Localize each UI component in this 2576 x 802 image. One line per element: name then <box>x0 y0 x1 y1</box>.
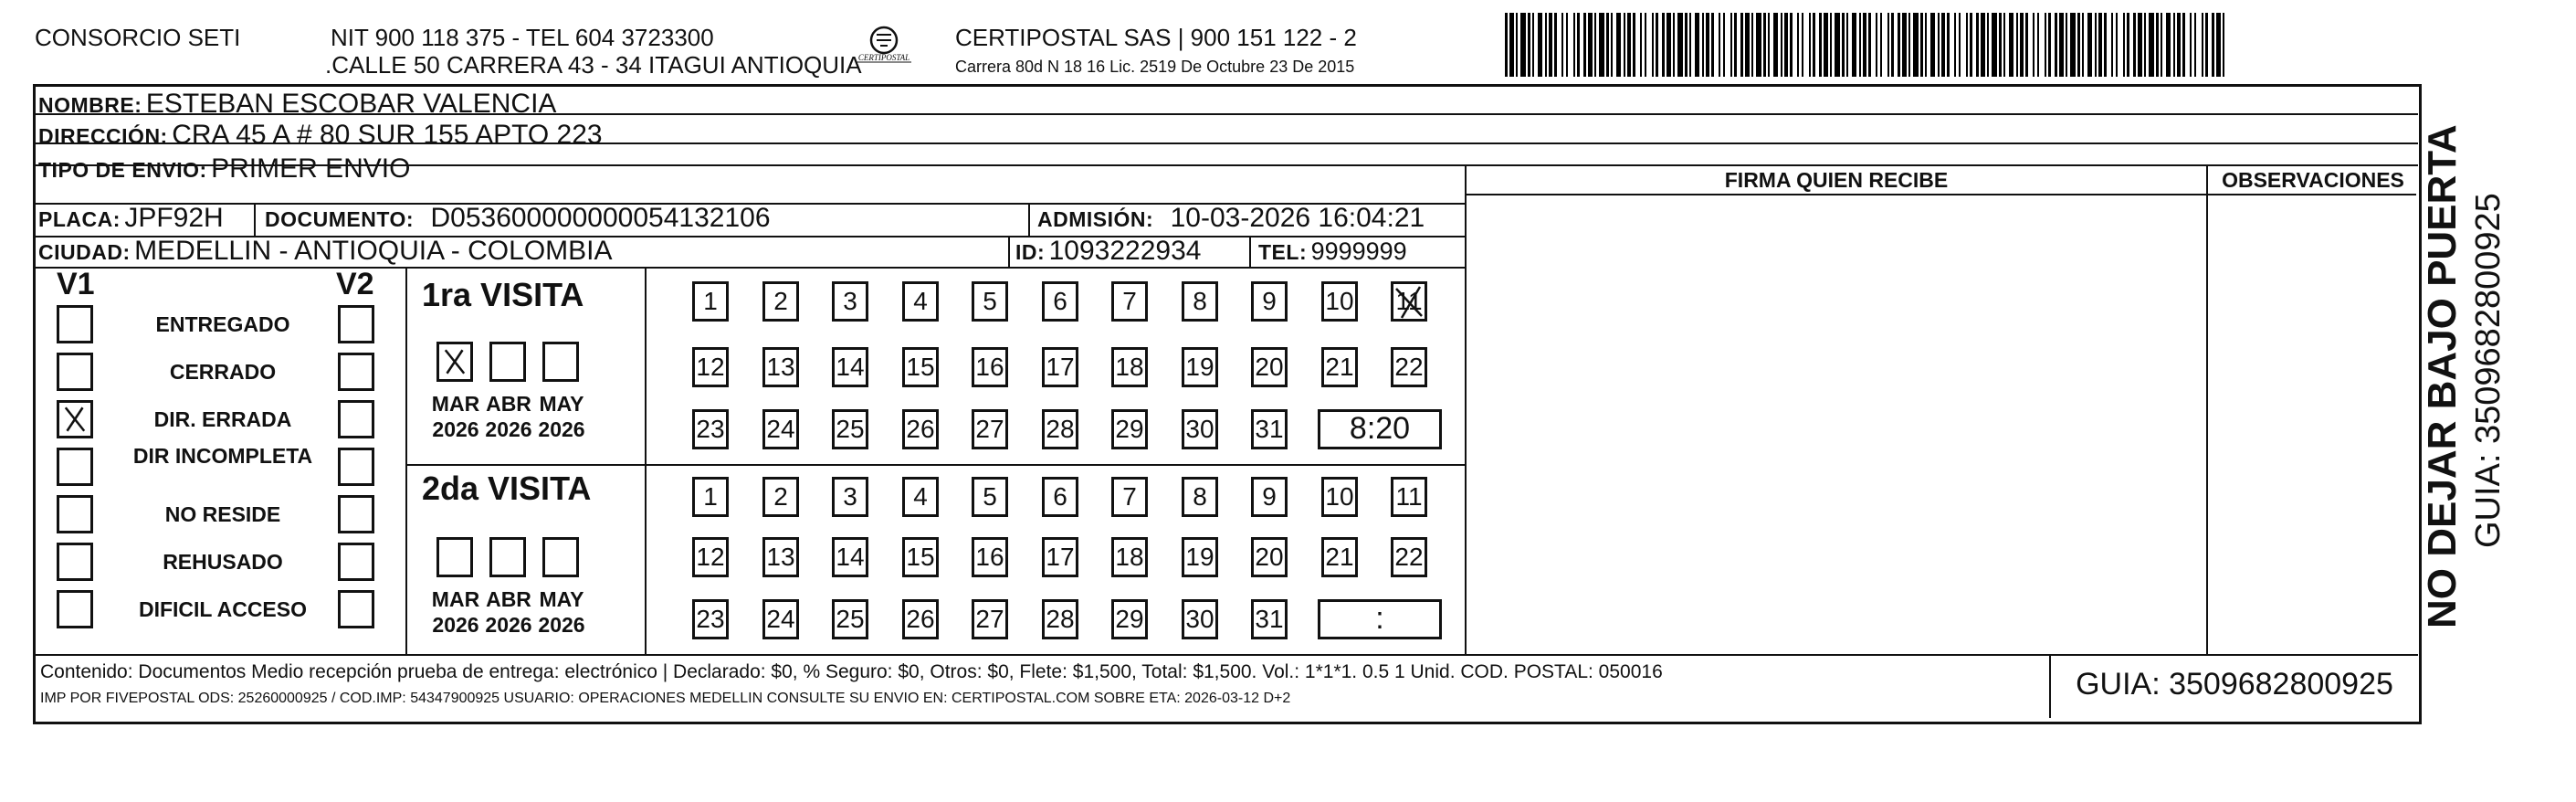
barcode-bar <box>2116 13 2118 77</box>
barcode-bar <box>1768 13 1770 77</box>
barcode-bar <box>1509 13 1514 77</box>
v1-checkbox[interactable] <box>57 353 93 391</box>
day-box[interactable]: 23 <box>692 409 729 449</box>
day-box[interactable]: 16 <box>972 347 1008 387</box>
certipostal-line: CERTIPOSTAL SAS | 900 151 122 - 2 <box>955 24 1357 51</box>
tipo-row <box>38 153 410 189</box>
month-checkbox[interactable] <box>542 537 579 577</box>
barcode-bar <box>1999 13 2002 77</box>
day-box[interactable]: 1 <box>692 477 729 517</box>
barcode-bar <box>1842 13 1845 77</box>
day-box[interactable]: 24 <box>762 409 799 449</box>
barcode-bar <box>1730 13 1732 77</box>
tel-value: 9999999 <box>1310 237 1407 265</box>
barcode-bar <box>1689 13 1691 77</box>
day-box[interactable]: 4 <box>902 477 939 517</box>
barcode-bar <box>1976 13 1979 77</box>
certipostal-license: Carrera 80d N 18 16 Lic. 2519 De Octubre 23 De 2015 <box>955 58 1355 76</box>
first-visit-title: 1ra VISITA <box>422 276 584 313</box>
documento-row <box>265 203 771 238</box>
v2-checkbox[interactable] <box>338 305 374 343</box>
company-name: CONSORCIO SETI <box>35 24 241 51</box>
year-label: 2026 <box>485 613 532 637</box>
year-label: 2026 <box>485 417 532 441</box>
barcode-bar <box>1938 13 1940 77</box>
day-box[interactable]: 3 <box>832 477 868 517</box>
barcode-bar <box>2216 13 2221 77</box>
barcode-bar <box>1656 13 1658 77</box>
barcode-bar <box>1611 13 1613 77</box>
day-box[interactable]: 7 <box>1111 281 1148 322</box>
barcode-bar <box>1652 13 1654 77</box>
barcode-bar <box>1702 13 1704 77</box>
status-label: NO RESIDE <box>164 502 281 526</box>
address-line: .CALLE 50 CARRERA 43 - 34 ITAGUI ANTIOQUIA <box>325 51 862 79</box>
barcode-bar <box>1920 13 1923 77</box>
barcode-bar <box>1925 13 1927 77</box>
day-box[interactable]: 11 <box>1391 281 1427 322</box>
logo-text: CERTIPOSTAL <box>857 53 910 62</box>
barcode-bar <box>2048 13 2051 77</box>
placa-label: PLACA: <box>38 207 121 231</box>
year-label: 2026 <box>432 417 479 441</box>
id-value: 1093222934 <box>1048 236 1202 266</box>
v1-checkbox[interactable] <box>57 495 93 533</box>
barcode-bar <box>2133 13 2136 77</box>
barcode-bar <box>2059 13 2064 77</box>
barcode-bar <box>2177 13 2181 77</box>
month-checkbox[interactable] <box>436 342 473 382</box>
barcode-bar <box>1852 13 1856 77</box>
day-box[interactable]: 25 <box>832 599 868 639</box>
day-box[interactable]: 23 <box>692 599 729 639</box>
day-box[interactable]: 17 <box>1042 537 1078 577</box>
footer-imp: IMP POR FIVEPOSTAL ODS: 25260000925 / COD.IMP: 54347900925 USUARIO: OPERACIONES MEDELLIN CONSULTE SU ENVIO EN: CERTIPOSTAL.COM SOBRE ETA: 2026-03-12 D+2 <box>40 691 1291 706</box>
day-box[interactable]: 19 <box>1182 347 1218 387</box>
barcode-bar <box>1561 13 1563 77</box>
v1-checkbox[interactable] <box>57 590 93 628</box>
barcode-bar <box>2009 13 2013 77</box>
barcode-bar <box>1516 13 1518 77</box>
barcode-bar <box>1868 13 1871 77</box>
barcode-bar <box>1908 13 1910 77</box>
day-box[interactable]: 28 <box>1042 409 1078 449</box>
barcode-bar <box>2166 13 2171 77</box>
barcode-bar <box>1981 13 1985 77</box>
side-guia: GUIA: 3509682800925 <box>2469 193 2508 548</box>
day-box[interactable]: 17 <box>1042 347 1078 387</box>
barcode-bar <box>1902 13 1907 77</box>
barcode-bar <box>2082 13 2084 77</box>
barcode-bar <box>1763 13 1766 77</box>
barcode-bar <box>1941 13 1945 77</box>
direccion-row <box>38 120 603 155</box>
v1-checkbox[interactable] <box>57 305 93 343</box>
barcode-bar <box>1719 13 1720 77</box>
day-box[interactable]: 21 <box>1321 537 1358 577</box>
nombre-label: NOMBRE: <box>38 93 142 117</box>
day-box[interactable]: 4 <box>902 281 939 322</box>
v2-header: V2 <box>336 267 374 301</box>
barcode-bar <box>1662 13 1665 77</box>
status-label: CERRADO <box>169 360 277 384</box>
month-year-label <box>530 586 594 638</box>
barcode-bar <box>1790 13 1793 77</box>
day-box[interactable]: 2 <box>762 477 799 517</box>
nit-line: NIT 900 118 375 - TEL 604 3723300 <box>331 24 714 51</box>
barcode-bar <box>2138 13 2142 77</box>
barcode-bar <box>1809 13 1811 77</box>
direccion-label: DIRECCIÓN: <box>38 124 168 148</box>
barcode-bar <box>2045 13 2046 77</box>
barcode-bar <box>1740 13 1743 77</box>
observaciones-header: OBSERVACIONES <box>2222 168 2404 192</box>
barcode-bar <box>2144 13 2146 77</box>
second-visit-title: 2da VISITA <box>422 470 592 507</box>
barcode-bar <box>1880 13 1882 77</box>
barcode-bar <box>2003 13 2005 77</box>
tel-label: TEL: <box>1258 240 1308 264</box>
barcode-bar <box>2194 13 2196 77</box>
barcode-bar <box>2202 13 2203 77</box>
barcode-bar <box>1573 13 1575 77</box>
barcode-bar <box>1913 13 1919 77</box>
month-label: MAY <box>539 587 584 611</box>
day-box[interactable]: 18 <box>1111 347 1148 387</box>
day-box[interactable]: 6 <box>1042 281 1078 322</box>
id-label: ID: <box>1015 240 1046 264</box>
barcode-bar <box>1797 13 1799 77</box>
barcode-bar <box>1667 13 1671 77</box>
time-box[interactable]: 8:20 <box>1318 409 1442 449</box>
barcode-bar <box>1781 13 1782 77</box>
day-box[interactable]: 22 <box>1391 537 1427 577</box>
barcode-bar <box>2161 13 2162 77</box>
day-box[interactable]: 12 <box>692 537 729 577</box>
status-label: DIFICIL ACCESO <box>138 597 307 621</box>
nombre-value: ESTEBAN ESCOBAR VALENCIA <box>145 89 557 119</box>
documento-value: D053600000000054132106 <box>430 203 771 233</box>
barcode-bar <box>1887 13 1889 77</box>
day-box[interactable]: 20 <box>1251 537 1288 577</box>
direccion-value: CRA 45 A # 80 SUR 155 APTO 223 <box>172 120 603 150</box>
barcode-bar <box>2205 13 2208 77</box>
day-box[interactable]: 28 <box>1042 599 1078 639</box>
barcode-bar <box>1773 13 1778 77</box>
v1-checkbox[interactable] <box>57 543 93 581</box>
barcode-bar <box>2087 13 2092 77</box>
barcode-bar <box>1583 13 1586 77</box>
day-box[interactable]: 26 <box>902 409 939 449</box>
year-label: 2026 <box>538 613 585 637</box>
barcode-bar <box>1520 13 1526 77</box>
day-box[interactable]: 1 <box>692 281 729 322</box>
documento-label: DOCUMENTO: <box>265 207 415 231</box>
barcode-bar <box>1640 13 1642 77</box>
barcode-bar <box>1876 13 1877 77</box>
day-box[interactable]: 29 <box>1111 409 1148 449</box>
day-box[interactable]: 8 <box>1182 477 1218 517</box>
status-label: DIR INCOMPLETA <box>132 444 313 468</box>
barcode-bar <box>1645 13 1646 77</box>
ciudad-row <box>38 236 613 271</box>
v1-header: V1 <box>57 267 95 301</box>
month-checkbox[interactable] <box>436 537 473 577</box>
barcode-bar <box>1987 13 1989 77</box>
barcode-bar <box>1970 13 1972 77</box>
barcode-bar <box>1695 13 1699 77</box>
barcode-bar <box>1745 13 1750 77</box>
barcode-bar <box>2037 13 2039 77</box>
barcode-bar <box>1566 13 1568 77</box>
barcode-bar <box>1802 13 1803 77</box>
barcode-bar <box>2098 13 2102 77</box>
barcode-bar <box>2190 13 2192 77</box>
ciudad-label: CIUDAD: <box>38 240 131 264</box>
barcode-bar <box>1784 13 1788 77</box>
day-box[interactable]: 30 <box>1182 409 1218 449</box>
barcode-bar <box>2123 13 2125 77</box>
barcode-bar <box>1959 13 1961 77</box>
firma-header: FIRMA QUIEN RECIBE <box>1724 168 1949 192</box>
barcode-bar <box>1549 13 1552 77</box>
barcode-bar <box>1824 13 1828 77</box>
barcode-bar <box>1554 13 1557 77</box>
day-box[interactable]: 11 <box>1391 477 1427 517</box>
barcode-bar <box>2016 13 2018 77</box>
v2-checkbox[interactable] <box>338 495 374 533</box>
barcode-bar <box>1898 13 1900 77</box>
barcode-bar <box>1992 13 1997 77</box>
day-box[interactable]: 10 <box>1321 281 1358 322</box>
v2-checkbox[interactable] <box>338 353 374 391</box>
day-box[interactable]: 7 <box>1111 477 1148 517</box>
month-checkbox[interactable] <box>542 342 579 382</box>
barcode-bar <box>2033 13 2035 77</box>
day-box[interactable]: 14 <box>832 537 868 577</box>
day-box[interactable]: 29 <box>1111 599 1148 639</box>
day-box[interactable]: 10 <box>1321 477 1358 517</box>
barcode-bar <box>1846 13 1848 77</box>
day-box[interactable]: 31 <box>1251 599 1288 639</box>
barcode-bar <box>1577 13 1580 77</box>
day-box[interactable]: 24 <box>762 599 799 639</box>
barcode-bar <box>1673 13 1675 77</box>
barcode-bar <box>1723 13 1725 77</box>
barcode-bar <box>1966 13 1968 77</box>
tipo-value: PRIMER ENVIO <box>211 153 411 184</box>
barcode-bar <box>1863 13 1866 77</box>
day-box[interactable]: 5 <box>972 281 1008 322</box>
time-box[interactable]: : <box>1318 599 1442 639</box>
month-checkbox[interactable] <box>489 342 526 382</box>
month-label: ABR <box>486 587 531 611</box>
barcode-bar <box>1954 13 1956 77</box>
day-box[interactable]: 27 <box>972 599 1008 639</box>
barcode-bar <box>1599 13 1604 77</box>
day-box[interactable]: 18 <box>1111 537 1148 577</box>
barcode-bar <box>1830 13 1832 77</box>
barcode-bar <box>2156 13 2159 77</box>
barcode-bar <box>1616 13 1621 77</box>
day-box[interactable]: 16 <box>972 537 1008 577</box>
status-label: ENTREGADO <box>155 312 290 336</box>
month-label: MAR <box>431 587 480 611</box>
barcode-bar <box>1606 13 1609 77</box>
barcode-bar <box>2223 13 2224 77</box>
footer-contenido: Contenido: Documentos Medio recepción prueba de entrega: electrónico | Declarado: $0, % Seguro: $0, Otros: $0, Flete: $1,500, Total: $1,500. Vol.: 1*1*1. 0.5 1 Unid. COD. POSTAL: 050016 <box>40 661 1663 682</box>
barcode-bar <box>1819 13 1822 77</box>
day-box[interactable]: 3 <box>832 281 868 322</box>
barcode-bar <box>1545 13 1547 77</box>
v2-checkbox[interactable] <box>338 448 374 486</box>
year-label: 2026 <box>432 613 479 637</box>
barcode-bar <box>1835 13 1840 77</box>
barcode-bar <box>1947 13 1950 77</box>
day-box[interactable]: 27 <box>972 409 1008 449</box>
barcode-bar <box>1751 13 1753 77</box>
month-label: ABR <box>486 392 531 416</box>
day-box[interactable]: 9 <box>1251 477 1288 517</box>
barcode-bar <box>1677 13 1683 77</box>
barcode-bar <box>1624 13 1625 77</box>
admision-row <box>1037 203 1425 238</box>
day-box[interactable]: 30 <box>1182 599 1218 639</box>
tel-row <box>1258 236 1407 271</box>
placa-row <box>38 203 224 238</box>
year-label: 2026 <box>538 417 585 441</box>
barcode-bar <box>1734 13 1737 77</box>
day-box[interactable]: 21 <box>1321 347 1358 387</box>
v1-checkbox[interactable] <box>57 448 93 486</box>
barcode-bar <box>1813 13 1815 77</box>
day-box[interactable]: 8 <box>1182 281 1218 322</box>
footer-guia: GUIA: 3509682800925 <box>2076 667 2393 702</box>
status-label: REHUSADO <box>163 550 283 574</box>
day-box[interactable]: 22 <box>1391 347 1427 387</box>
barcode-bar <box>2077 13 2080 77</box>
admision-value: 10-03-2026 16:04:21 <box>1170 203 1425 233</box>
month-label: MAR <box>431 392 480 416</box>
ciudad-value: MEDELLIN - ANTIOQUIA - COLOMBIA <box>134 236 613 266</box>
barcode-bar <box>1588 13 1593 77</box>
barcode-bar <box>1505 13 1508 77</box>
day-box[interactable]: 6 <box>1042 477 1078 517</box>
barcode-bar <box>2111 13 2113 77</box>
barcode-bar <box>1538 13 1542 77</box>
barcode-bar <box>2070 13 2076 77</box>
barcode-bar <box>1930 13 1935 77</box>
v2-checkbox[interactable] <box>338 400 374 438</box>
day-box[interactable]: 15 <box>902 347 939 387</box>
barcode-bar <box>2149 13 2154 77</box>
barcode-bar <box>1756 13 1761 77</box>
day-box[interactable]: 13 <box>762 347 799 387</box>
barcode-bar <box>1891 13 1894 77</box>
barcode-bar <box>1711 13 1714 77</box>
barcode-bar <box>1532 13 1534 77</box>
day-box[interactable]: 5 <box>972 477 1008 517</box>
barcode-bar <box>2055 13 2057 77</box>
no-dejar-bajo-puerta: NO DEJAR BAJO PUERTA <box>2420 124 2465 628</box>
barcode-bar <box>2025 13 2028 77</box>
tipo-label: TIPO DE ENVIO: <box>38 158 207 182</box>
month-checkbox[interactable] <box>489 537 526 577</box>
status-label: DIR. ERRADA <box>153 407 292 431</box>
certipostal-logo <box>855 22 913 73</box>
barcode-bar <box>1859 13 1861 77</box>
barcode-bar <box>2104 13 2107 77</box>
barcode-bar <box>1627 13 1631 77</box>
day-box[interactable]: 14 <box>832 347 868 387</box>
barcode <box>1505 13 2228 77</box>
day-box[interactable]: 19 <box>1182 537 1218 577</box>
barcode-bar <box>1685 13 1688 77</box>
v2-checkbox[interactable] <box>338 543 374 581</box>
barcode-bar <box>1706 13 1709 77</box>
day-box[interactable]: 13 <box>762 537 799 577</box>
day-box[interactable]: 2 <box>762 281 799 322</box>
barcode-bar <box>1528 13 1530 77</box>
barcode-bar <box>2182 13 2185 77</box>
barcode-bar <box>2212 13 2214 77</box>
month-year-label <box>530 391 594 442</box>
day-box[interactable]: 15 <box>902 537 939 577</box>
placa-value: JPF92H <box>124 203 224 233</box>
day-box[interactable]: 12 <box>692 347 729 387</box>
barcode-bar <box>2127 13 2129 77</box>
barcode-bar <box>2020 13 2024 77</box>
month-label: MAY <box>539 392 584 416</box>
day-box[interactable]: 20 <box>1251 347 1288 387</box>
barcode-bar <box>1594 13 1596 77</box>
barcode-bar <box>2066 13 2067 77</box>
v1-checkbox[interactable] <box>57 400 93 438</box>
barcode-bar <box>1633 13 1635 77</box>
day-box[interactable]: 31 <box>1251 409 1288 449</box>
barcode-bar <box>2095 13 2097 77</box>
id-row <box>1015 236 1201 271</box>
v2-checkbox[interactable] <box>338 590 374 628</box>
day-box[interactable]: 25 <box>832 409 868 449</box>
day-box[interactable]: 26 <box>902 599 939 639</box>
admision-label: ADMISIÓN: <box>1037 207 1154 231</box>
barcode-bar <box>2173 13 2175 77</box>
day-box[interactable]: 9 <box>1251 281 1288 322</box>
